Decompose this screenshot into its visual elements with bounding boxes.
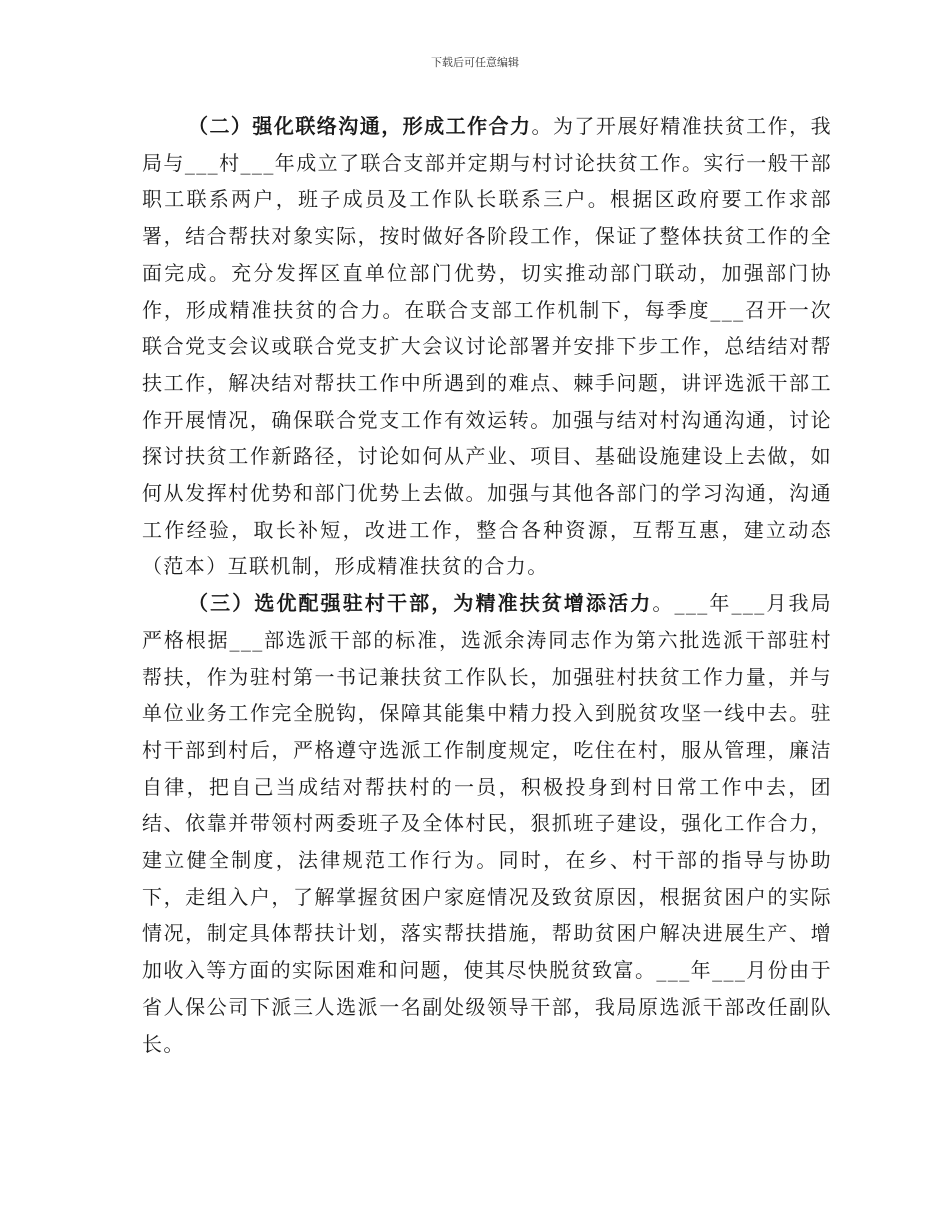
page-header: 下载后可任意编辑 bbox=[431, 56, 519, 69]
paragraph-text: 。___年___月我局严格根据___部选派干部的标准，选派余涛同志作为第六批选派干部驻村帮扶，作为驻村第一书记兼扶贫工作队长，加强驻村扶贫工作力量，并与单位业务工作完全脱钩，保障其能集中精力投入到脱贫攻坚一线中去。驻村干部到村后，严格遵守选派工作制度规定，吃住在村，服从管理，廉洁自律，把自己当成结对帮扶村的一员，积极投身到村日常工作中去，团结、依靠并带领村两委班子及全体村民，狠抓班子建设，强化工作合力，建立健全制度，法律规范工作行为。同时，在乡、村干部的指导与协助下，走组入户，了解掌握贫困户家庭情况及致贫原因，根据贫困户的实际情况，制定具体帮扶计划，落实帮扶措施，帮助贫困户解决进展生产、增加收入等方面的实际困难和问题，使其尽快脱贫致富。___年___月份由于省人保公司下派三人选派一名副处级领导干部，我局原选派干部改任副队长。 bbox=[142, 591, 832, 1056]
paragraph-text: 。为了开展好精准扶贫工作，我局与___村___年成立了联合支部并定期与村讨论扶贫工作。实行一般干部职工联系两户，班子成员及工作队长联系三户。根据区政府要工作求部署，结合帮扶对象实际，按时做好各阶段工作，保证了整体扶贫工作的全面完成。充分发挥区直单位部门优势，切实推动部门联动，加强部门协作，形成精准扶贫的合力。在联合支部工作机制下，每季度___召开一次联合党支会议或联合党支扩大会议讨论部署并安排下步工作，总结结对帮扶工作，解决结对帮扶工作中所遇到的难点、棘手问题，讲评选派干部工作开展情况，确保联合党支工作有效运转。加强与结对村沟通沟通，讨论探讨扶贫工作新路径，讨论如何从产业、项目、基础设施建设上去做，如何从发挥村优势和部门优势上去做。加强与其他各部门的学习沟通，沟通工作经验，取长补短，改进工作，整合各种资源，互帮互惠，建立动态（范本）互联机制，形成精准扶贫的合力。 bbox=[142, 114, 832, 579]
document-body bbox=[142, 108, 832, 1062]
paragraph-heading: （三）选优配强驻村干部，为精准扶贫增添活力 bbox=[188, 591, 653, 616]
paragraph-heading: （二）强化联络沟通，形成工作合力 bbox=[188, 114, 532, 138]
paragraph-2 bbox=[142, 108, 832, 585]
paragraph-3 bbox=[142, 585, 832, 1062]
